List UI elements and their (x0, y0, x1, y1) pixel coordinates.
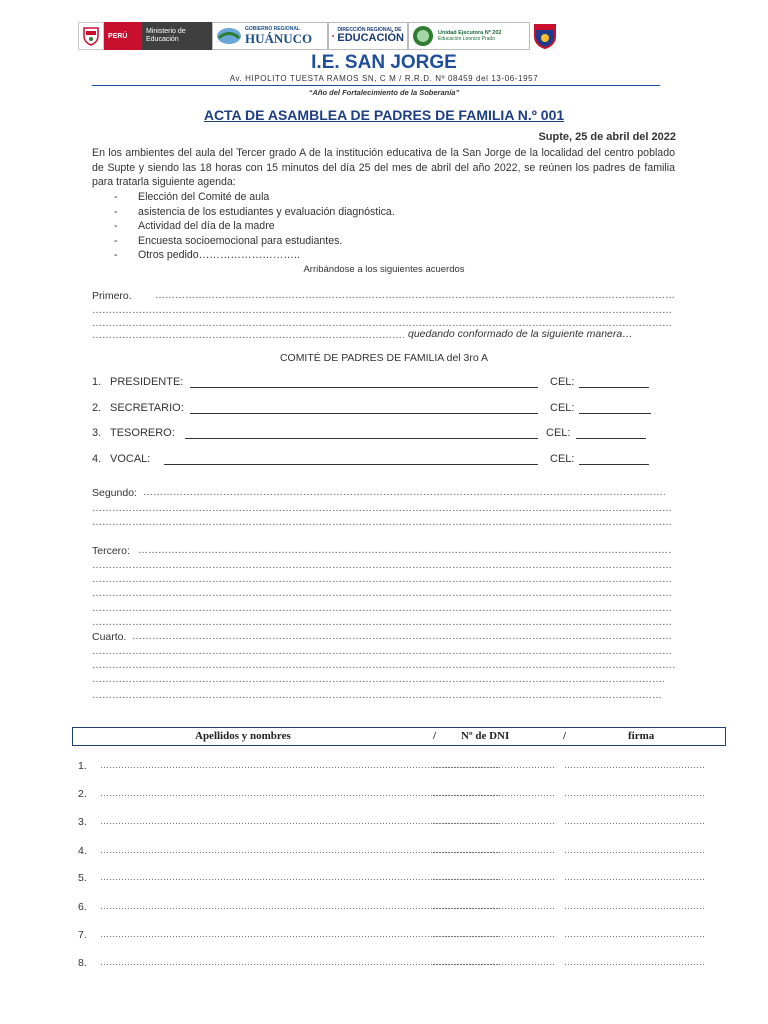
col-names-header: Apellidos y nombres (195, 730, 291, 742)
dotted-line (92, 603, 672, 615)
signature-row: 1. ………………………………………………………………………………………………………………………………………………… ………………………………………………………………………………………………………………………………………………… ………………………………………………………………………………………………………………………………………………… (78, 760, 708, 774)
dotted-line (143, 487, 665, 499)
dotted-line (92, 588, 672, 600)
dotted-line (92, 305, 672, 317)
name-blank (185, 427, 538, 439)
minedu-label: Ministerio de Educación (142, 22, 212, 50)
committee-role: SECRETARIO: (110, 402, 184, 414)
ugel-top-text: Unidad Ejecutora Nº 202 (438, 29, 502, 36)
dotted-line (92, 690, 662, 702)
firma-dots (564, 788, 704, 798)
agenda-item: - Actividad del día de la madre (114, 220, 275, 233)
dotted-line (132, 631, 672, 643)
firma-dots (564, 901, 704, 911)
gore-emblem-icon (216, 26, 242, 46)
dotted-line (92, 660, 676, 672)
agenda-item: - Elección del Comité de aula (114, 191, 270, 203)
signature-row: 3. ………………………………………………………………………………………………………………………………………………… ………………………………………………………………………………………………………………………………………………… ………………………………………………………………………………………………………………………………………………… (78, 816, 708, 830)
school-name: I.E. SAN JORGE (311, 52, 457, 73)
dotted-line (92, 674, 664, 686)
cel-label: CEL: (550, 453, 575, 465)
peru-label: PERÚ (104, 22, 142, 50)
cel-label: CEL: (550, 376, 575, 388)
col-separator: / (563, 730, 567, 742)
document-title: ACTA DE ASAMBLEA DE PADRES DE FAMILIA N.º 001 (203, 107, 565, 123)
dotted-line (92, 330, 404, 342)
school-crest-logo (530, 22, 560, 50)
signature-row: 4. ………………………………………………………………………………………………………………………………………………… ………………………………………………………………………………………………………………………………………………… ………………………………………………………………………………………………………………………………………………… (78, 845, 708, 859)
col-separator: / (433, 730, 437, 742)
agenda-list (114, 190, 395, 263)
dotted-line (92, 617, 672, 629)
col-dni-header: Nº de DNI (461, 730, 510, 742)
signature-row: 5. ………………………………………………………………………………………………………………………………………………… ………………………………………………………………………………………………………………………………………………… ………………………………………………………………………………………………………………………………………………… (78, 872, 708, 886)
cuarto-label: Cuarto. (92, 631, 127, 643)
tercero-label: Tercero: (92, 545, 130, 557)
signature-row: 2. ………………………………………………………………………………………………………………………………………………… ………………………………………………………………………………………………………………………………………………… ………………………………………………………………………………………………………………………………………………… (78, 788, 708, 802)
gore-top-text: GOBIERNO REGIONAL (245, 26, 301, 32)
firma-dots (564, 957, 704, 967)
signature-row: 7. ………………………………………………………………………………………………………………………………………………… ………………………………………………………………………………………………………………………………………………… ………………………………………………………………………………………………………………………………………………… (78, 929, 708, 943)
cel-blank (579, 402, 651, 414)
name-blank (164, 453, 538, 465)
firma-dots (564, 760, 704, 770)
name-blank (190, 376, 538, 388)
dotted-line (92, 517, 672, 529)
dni-dots (432, 957, 554, 967)
name-blank (190, 402, 538, 414)
dni-dots (432, 816, 554, 826)
firma-dots (564, 872, 704, 882)
dotted-line (92, 560, 672, 572)
document-date: Supte, 25 de abril del 2022 (538, 131, 676, 143)
primero-label: Primero. (92, 290, 132, 302)
dni-dots (432, 901, 554, 911)
agenda-item: - asistencia de los estudiantes y evaluación diagnóstica. (114, 205, 395, 218)
committee-role: VOCAL: (110, 453, 151, 465)
committee-role: TESORERO: (110, 427, 175, 439)
segundo-label: Segundo: (92, 487, 137, 499)
ugel-logo (408, 22, 530, 50)
agenda-item: - Otros pedido……………………….. (114, 249, 300, 262)
gore-main-text: HUÁNUCO (245, 31, 313, 46)
committee-role: PRESIDENTE: (110, 376, 184, 388)
dre-emblem-icon (332, 26, 334, 46)
firma-dots (564, 929, 704, 939)
firma-dots (564, 845, 704, 855)
header-divider (92, 85, 660, 86)
col-firma-header: firma (628, 730, 655, 742)
dni-dots (432, 760, 554, 770)
dni-dots (432, 929, 554, 939)
quedando-text: quedando conformado de la siguiente manera… (408, 328, 633, 340)
dre-main-text: EDUCACIÓN (337, 32, 404, 44)
ugel-emblem-icon (412, 25, 434, 47)
intro-paragraph: En los ambientes del aula del Tercer grado A de la institución educativa de la San Jorge de la localidad del centro poblado de Supte y siendo las 18 horas con 15 minutos del día 25 del mes de abril del año 2022, se reúnen los padres de familia para tratarla siguiente agenda: (92, 147, 675, 189)
dotted-line (155, 290, 675, 302)
signature-row: 8. ………………………………………………………………………………………………………………………………………………… ………………………………………………………………………………………………………………………………………………… ………………………………………………………………………………………………………………………………………………… (78, 957, 708, 971)
firma-dots (564, 816, 704, 826)
dni-dots (432, 788, 554, 798)
signature-table-header (72, 727, 726, 746)
agreements-heading: Arribándose a los siguientes acuerdos (303, 264, 465, 275)
dre-logo (328, 22, 408, 50)
cel-blank (579, 453, 649, 465)
dni-dots (432, 872, 554, 882)
dotted-line (92, 646, 672, 658)
dotted-line (92, 503, 672, 515)
ugel-bottom-text: Educación Leoncio Prado (438, 36, 495, 43)
dotted-line (138, 545, 672, 557)
dotted-line (92, 574, 672, 586)
school-address: Av. HIPOLITO TUESTA RAMOS SN, C M / R.R.D. Nº 08459 del 13-06-1957 (229, 74, 539, 83)
signature-row: 6. ………………………………………………………………………………………………………………………………………………… ………………………………………………………………………………………………………………………………………………… ………………………………………………………………………………………………………………………………………………… (78, 901, 708, 915)
committee-heading: COMITÉ DE PADRES DE FAMILIA del 3ro A (279, 352, 489, 364)
cel-blank (579, 376, 649, 388)
year-motto: “Año del Fortalecimiento de la Soberanía” (308, 88, 460, 97)
dre-top-text: DIRECCIÓN REGIONAL DE (337, 27, 402, 33)
cel-label: CEL: (546, 427, 571, 439)
gore-huanuco-logo (212, 22, 328, 50)
logo-bar (78, 22, 560, 50)
cel-blank (576, 427, 646, 439)
agenda-item: - Encuesta socioemocional para estudiantes. (114, 234, 343, 247)
dni-dots (432, 845, 554, 855)
cel-label: CEL: (550, 402, 575, 414)
peru-shield-logo (78, 22, 104, 50)
